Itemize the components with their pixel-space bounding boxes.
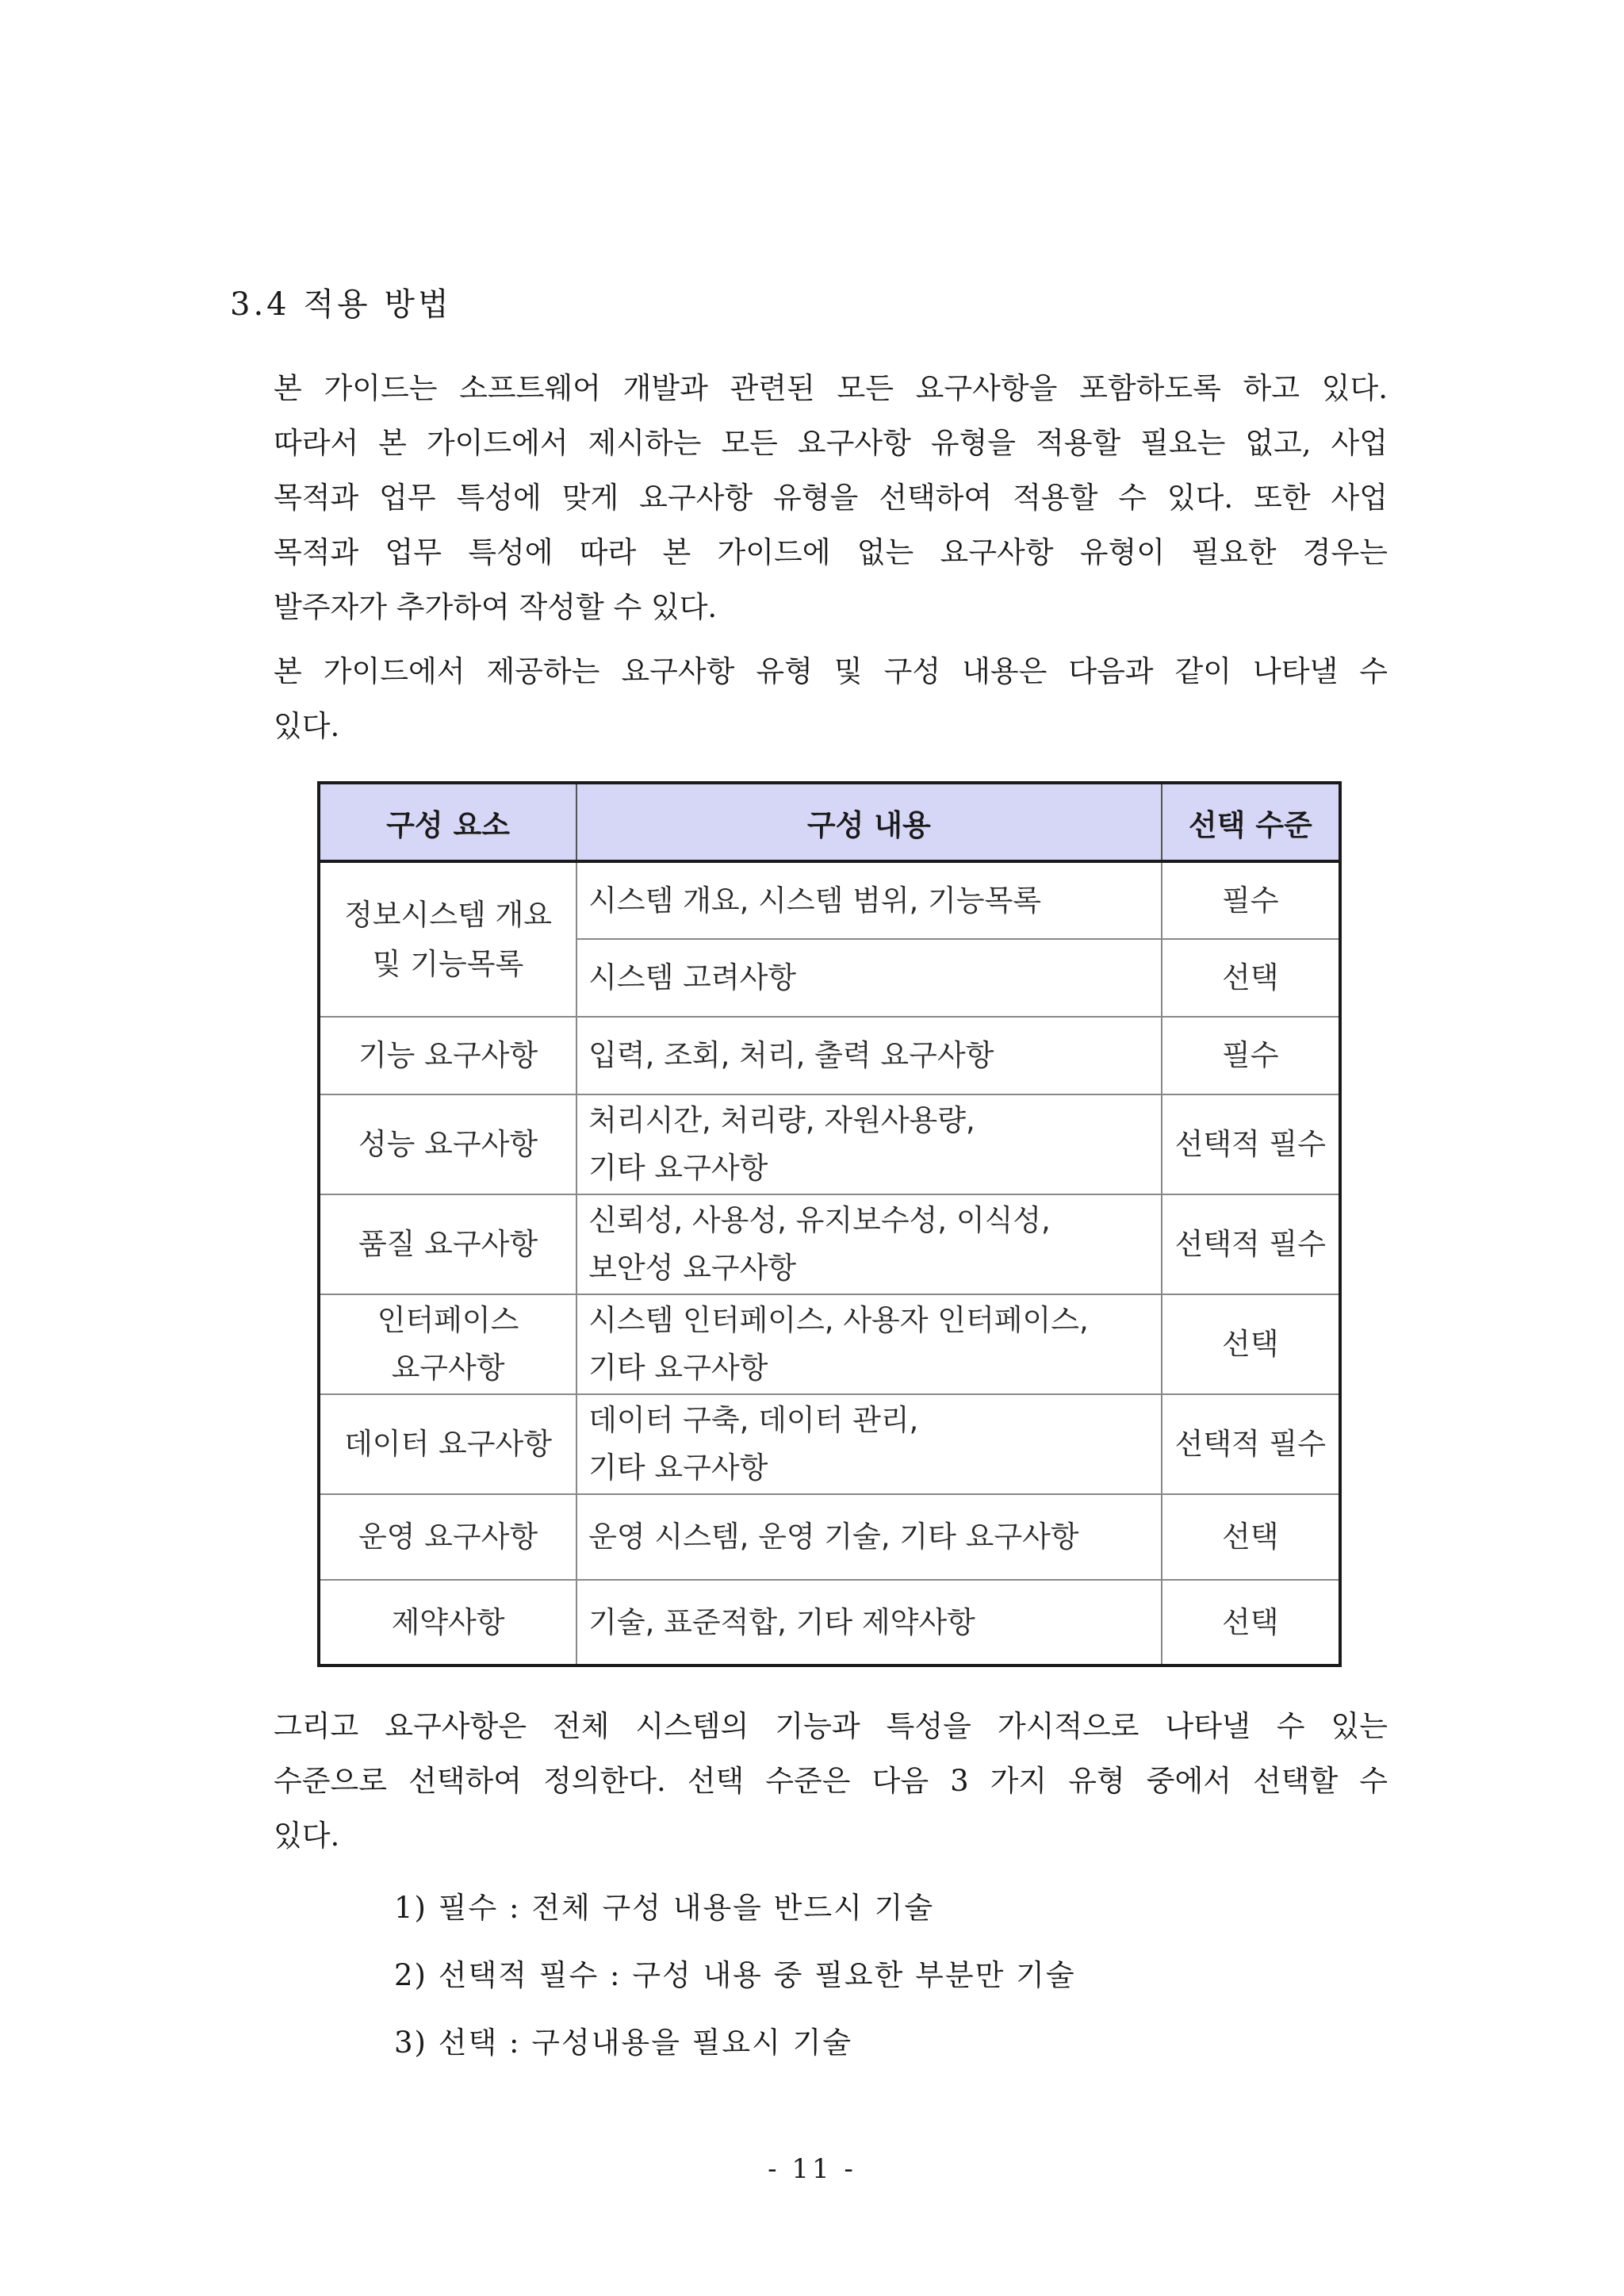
- list-item: 1) 필수 : 전체 구성 내용을 반드시 기술: [394, 1891, 935, 1925]
- table-row: [319, 861, 1340, 939]
- content-cell: 운영 시스템, 운영 기술, 기타 요구사항: [576, 1494, 1162, 1580]
- component-cell: 운영 요구사항: [319, 1494, 576, 1580]
- level-cell: 필수: [1162, 861, 1340, 939]
- paragraph-line: 있다.: [274, 709, 340, 743]
- content-cell: 처리시간, 처리량, 자원사용량, 기타 요구사항: [576, 1094, 1162, 1194]
- table-header-row: [319, 783, 1340, 861]
- content-cell: 데이터 구축, 데이터 관리, 기타 요구사항: [576, 1394, 1162, 1494]
- table-row: [319, 1394, 1340, 1494]
- level-cell: 선택: [1162, 1294, 1340, 1394]
- component-cell: 인터페이스 요구사항: [319, 1294, 576, 1394]
- paragraph-line: 그리고 요구사항은 전체 시스템의 기능과 특성을 가시적으로 나타낼 수 있는: [274, 1709, 1388, 1743]
- component-cell: 품질 요구사항: [319, 1194, 576, 1294]
- component-cell: 정보시스템 개요 및 기능목록: [319, 861, 576, 1017]
- level-cell: 필수: [1162, 1017, 1340, 1094]
- requirements-table: [317, 781, 1342, 1667]
- paragraph-line: 있다.: [274, 1819, 340, 1853]
- list-item: 2) 선택적 필수 : 구성 내용 중 필요한 부분만 기술: [394, 1958, 1076, 1992]
- table-row: [319, 1194, 1340, 1294]
- component-cell: 제약사항: [319, 1580, 576, 1665]
- section-heading: 3.4 적용 방법: [230, 286, 452, 323]
- content-cell: 신뢰성, 사용성, 유지보수성, 이식성, 보안성 요구사항: [576, 1194, 1162, 1294]
- list-item: 3) 선택 : 구성내용을 필요시 기술: [394, 2026, 853, 2060]
- component-cell: 기능 요구사항: [319, 1017, 576, 1094]
- paragraph-line: 본 가이드는 소프트웨어 개발과 관련된 모든 요구사항을 포함하도록 하고 있다.: [274, 371, 1388, 405]
- table-row: [319, 1017, 1340, 1094]
- paragraph-line: 따라서 본 가이드에서 제시하는 모든 요구사항 유형을 적용할 필요는 없고, 사업: [274, 426, 1388, 460]
- table-row: [319, 1094, 1340, 1194]
- page-number: - 11 -: [768, 2153, 856, 2185]
- paragraph-line: 본 가이드에서 제공하는 요구사항 유형 및 구성 내용은 다음과 같이 나타낼 수: [274, 654, 1388, 688]
- table-row: [319, 1580, 1340, 1665]
- content-cell: 입력, 조회, 처리, 출력 요구사항: [576, 1017, 1162, 1094]
- content-cell: 시스템 인터페이스, 사용자 인터페이스, 기타 요구사항: [576, 1294, 1162, 1394]
- header-level: 선택 수준: [1162, 783, 1340, 861]
- component-cell: 데이터 요구사항: [319, 1394, 576, 1494]
- intro-paragraph: [274, 361, 1388, 634]
- content-cell: 기술, 표준적합, 기타 제약사항: [576, 1580, 1162, 1665]
- component-cell: 성능 요구사항: [319, 1094, 576, 1194]
- table-row: [319, 1494, 1340, 1580]
- level-cell: 선택: [1162, 1494, 1340, 1580]
- level-cell: 선택적 필수: [1162, 1194, 1340, 1294]
- paragraph-line: 목적과 업무 특성에 따라 본 가이드에 없는 요구사항 유형이 필요한 경우는: [274, 535, 1388, 569]
- level-cell: 선택적 필수: [1162, 1094, 1340, 1194]
- header-component: 구성 요소: [319, 783, 576, 861]
- level-cell: 선택: [1162, 1580, 1340, 1665]
- table-row: [319, 1294, 1340, 1394]
- level-cell: 선택: [1162, 939, 1340, 1017]
- paragraph-line: 목적과 업무 특성에 맞게 요구사항 유형을 선택하여 적용할 수 있다. 또한 사업: [274, 481, 1388, 515]
- content-cell: 시스템 고려사항: [576, 939, 1162, 1017]
- header-content: 구성 내용: [576, 783, 1162, 861]
- selection-paragraph: [274, 1699, 1388, 1863]
- content-cell: 시스템 개요, 시스템 범위, 기능목록: [576, 861, 1162, 939]
- level-cell: 선택적 필수: [1162, 1394, 1340, 1494]
- paragraph-line: 수준으로 선택하여 정의한다. 선택 수준은 다음 3 가지 유형 중에서 선택할 수: [274, 1764, 1388, 1798]
- table-intro-paragraph: [274, 644, 1388, 753]
- paragraph-line: 발주자가 추가하여 작성할 수 있다.: [274, 590, 718, 624]
